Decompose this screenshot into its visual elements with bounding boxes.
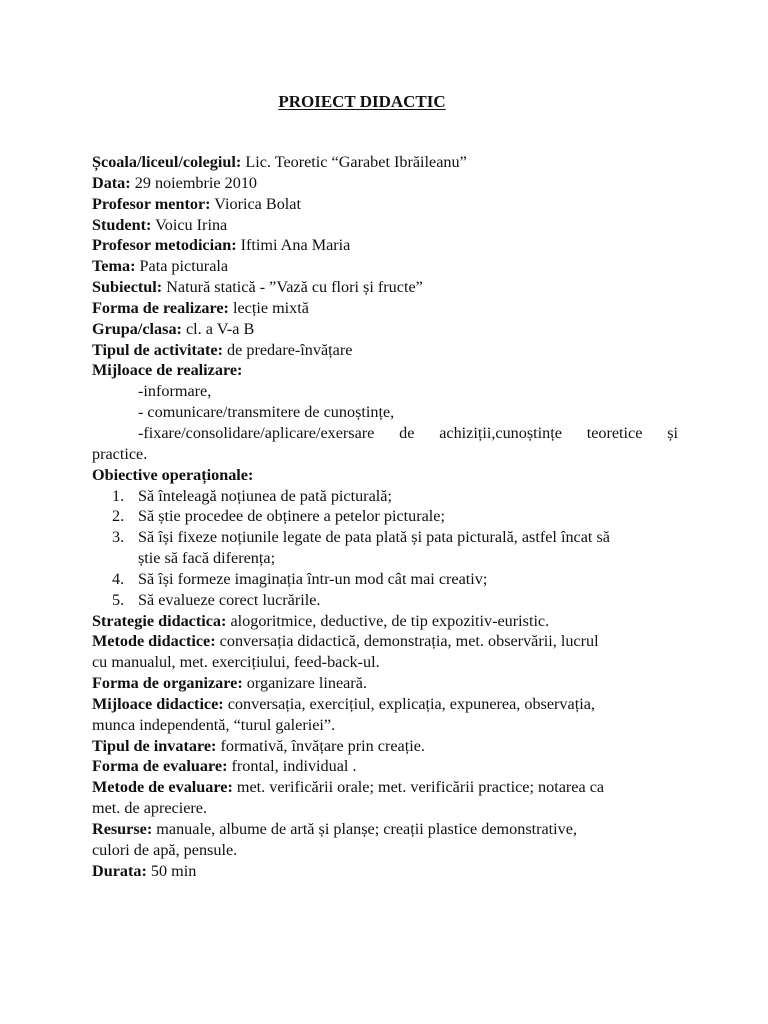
objective-item xyxy=(92,506,678,527)
document-title: PROIECT DIDACTIC xyxy=(278,92,446,111)
field-label: Student: xyxy=(92,215,152,234)
field-grupa xyxy=(92,319,678,340)
objective-text: Să evalueze corect lucrările. xyxy=(138,590,321,609)
field-label: Tipul de activitate: xyxy=(92,340,223,359)
field-resurse-cont: culori de apă, pensule. xyxy=(92,840,238,859)
field-subiectul xyxy=(92,277,678,298)
mijloace-item: -fixare/consolidare/aplicare/exersare de achiziții,cunoștințe teoretice și xyxy=(138,423,678,442)
objective-number: 5. xyxy=(112,590,125,609)
field-strategie xyxy=(92,611,678,632)
field-label: Tema: xyxy=(92,257,136,276)
field-label: Strategie didactica: xyxy=(92,611,227,630)
field-forma-realizare xyxy=(92,298,678,319)
field-durata xyxy=(92,861,678,882)
objective-item xyxy=(92,590,678,611)
field-label: Mijloace didactice: xyxy=(92,694,224,713)
objective-continuation: știe să facă diferența; xyxy=(138,549,276,568)
field-value: Voicu Irina xyxy=(155,215,228,234)
field-label: Mijloace de realizare: xyxy=(92,361,243,380)
field-tipul-invatare xyxy=(92,736,678,757)
field-forma-evaluare xyxy=(92,756,678,777)
field-value: cl. a V-a B xyxy=(185,319,255,338)
objective-text: Să înteleagă noțiunea de pată picturală; xyxy=(138,486,392,505)
field-value: Iftimi Ana Maria xyxy=(240,236,351,255)
field-value: Natură statică - ”Vază cu flori și fructe” xyxy=(166,278,423,297)
document-body xyxy=(92,152,678,882)
field-metode-evaluare-cont: met. de apreciere. xyxy=(92,799,208,818)
field-value: frontal, individual . xyxy=(231,757,357,776)
field-value: manuale, albume de artă și planșe; creații plastice demonstrative, xyxy=(156,820,578,838)
objective-number: 3. xyxy=(112,528,125,547)
field-value: formativă, învățare prin creație. xyxy=(220,736,425,755)
field-label: Subiectul: xyxy=(92,278,163,297)
field-label: Profesor mentor: xyxy=(92,194,211,213)
objective-item xyxy=(92,527,678,548)
objective-text: Să își formeze imaginația într-un mod cât mai creativ; xyxy=(138,569,488,588)
field-label: Metode de evaluare: xyxy=(92,778,233,797)
field-label: Durata: xyxy=(92,861,147,880)
field-student xyxy=(92,215,678,236)
field-metode-evaluare xyxy=(92,777,678,798)
field-forma-organizare xyxy=(92,673,678,694)
document-page xyxy=(92,0,678,1024)
objective-item xyxy=(92,486,678,507)
field-value: organizare lineară. xyxy=(246,674,367,693)
field-mijloace-didactice xyxy=(92,694,678,715)
field-metode-didactice xyxy=(92,631,678,652)
field-label: Forma de realizare: xyxy=(92,298,229,317)
field-label: Profesor metodician: xyxy=(92,236,237,255)
field-value: alogoritmice, deductive, de tip expozitiv-euristic. xyxy=(230,611,550,630)
field-data xyxy=(92,173,678,194)
objective-text: Să își fixeze noțiunile legate de pata plată și pata picturală, astfel încat să xyxy=(138,528,610,547)
obiective-heading: Obiective operaționale: xyxy=(92,465,254,484)
field-value: Pata picturala xyxy=(139,257,229,276)
field-label: Tipul de invatare: xyxy=(92,736,217,755)
field-value: Lic. Teoretic “Garabet Ibrăileanu” xyxy=(245,153,467,171)
field-label: Forma de evaluare: xyxy=(92,757,228,776)
mijloace-item: - comunicare/transmitere de cunoștințe, xyxy=(138,403,395,422)
field-metode-didactice-cont: cu manualul, met. exercițiului, feed-back-ul. xyxy=(92,653,380,672)
field-label: Metode didactice: xyxy=(92,632,216,651)
field-value: Viorica Bolat xyxy=(214,194,301,213)
mijloace-item: -informare, xyxy=(138,382,212,401)
mijloace-item-continuation: practice. xyxy=(92,444,148,463)
field-metodician xyxy=(92,235,678,256)
objective-number: 4. xyxy=(112,569,125,588)
field-tema xyxy=(92,256,678,277)
field-label: Școala/liceul/colegiul: xyxy=(92,153,242,171)
field-mentor xyxy=(92,194,678,215)
field-value: de predare-învățare xyxy=(227,340,353,359)
field-mijloace-didactice-cont: munca independentă, “turul galeriei”. xyxy=(92,715,336,734)
field-label: Resurse: xyxy=(92,820,153,838)
field-value: conversația, exercițiul, explicația, expunerea, observația, xyxy=(227,694,595,713)
field-value: conversația didactică, demonstrația, met. observării, lucrul xyxy=(219,632,599,651)
objective-number: 2. xyxy=(112,507,125,526)
objective-number: 1. xyxy=(112,486,125,505)
field-tipul-activitate xyxy=(92,340,678,361)
field-label: Data: xyxy=(92,173,131,192)
field-value: 29 noiembrie 2010 xyxy=(134,173,258,192)
field-mijloace-realizare xyxy=(92,360,678,381)
field-resurse xyxy=(92,819,678,840)
objective-text: Să știe procedee de obținere a petelor picturale; xyxy=(138,507,445,526)
field-value: 50 min xyxy=(150,861,197,880)
field-label: Grupa/clasa: xyxy=(92,319,182,338)
field-scoala xyxy=(92,152,678,173)
field-value: lecție mixtă xyxy=(232,298,309,317)
objective-item xyxy=(92,569,678,590)
field-value: met. verificării orale; met. verificării practice; notarea ca xyxy=(236,778,605,797)
field-label: Forma de organizare: xyxy=(92,674,243,693)
